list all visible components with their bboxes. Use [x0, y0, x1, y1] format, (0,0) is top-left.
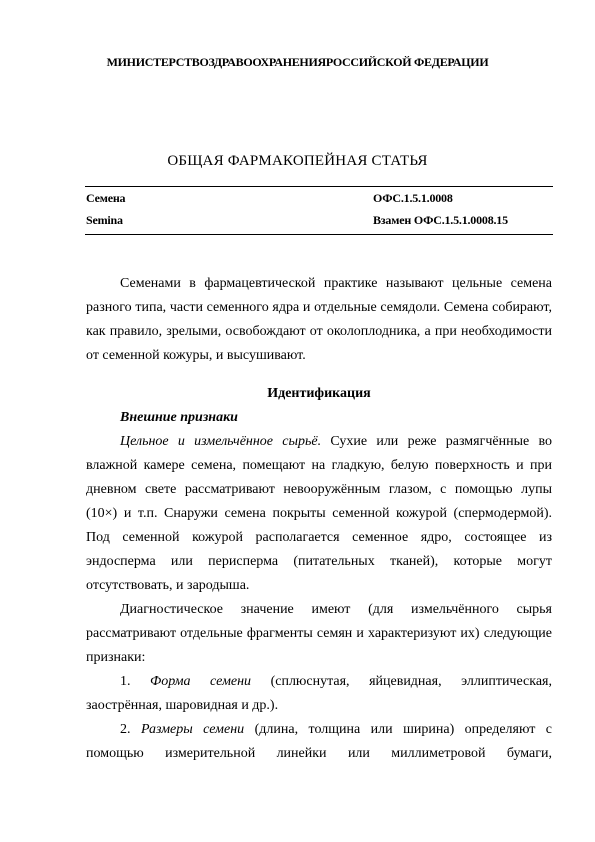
ministry-header: МИНИСТЕРСТВОЗДРАВООХРАНЕНИЯРОССИЙСКОЙ ФЕДЕРАЦИИ	[106, 55, 489, 69]
list-item	[86, 670, 552, 694]
inline-term: Размеры семени	[140, 722, 245, 737]
text-line: признаки:	[86, 650, 146, 665]
article-code: ОФС.1.5.1.0008	[373, 191, 453, 205]
text-fragment: (сплюснутая, яйцевидная, эллиптическая,	[251, 674, 552, 689]
inline-term: Форма семени	[150, 674, 252, 689]
text-line: отсутствовать, и зародыша.	[86, 578, 250, 593]
text-line: Диагностическое значение имеют (для измельчённого сырья	[120, 602, 552, 617]
article-replaces: Взамен ОФС.1.5.1.0008.15	[373, 213, 508, 227]
list-number: 2.	[120, 722, 141, 737]
text-fragment: (длина, толщина или ширина) определяют с	[244, 722, 553, 737]
section-subheading: Внешние признаки	[120, 410, 238, 425]
intro-paragraph	[86, 272, 552, 368]
article-name-ru: Семена	[86, 191, 126, 205]
section-heading: Идентификация	[267, 386, 371, 401]
text-line: помощью измерительной линейки или миллиметровой бумаги,	[86, 746, 552, 761]
inline-term: Цельное и измельчённое сырьё.	[120, 434, 322, 449]
text-line: рассматривают отдельные фрагменты семян и характеризуют их) следующие	[86, 626, 552, 641]
section-identification	[86, 382, 552, 766]
list-item	[86, 718, 552, 742]
text-fragment: Сухие или реже размягчённые во	[321, 434, 552, 449]
text-line: эндосперма или перисперма (питательных тканей), которые могут	[86, 554, 552, 569]
text-line	[86, 430, 552, 454]
text-line: от семенной кожуры, и высушивают.	[86, 348, 306, 363]
document-title: ОБЩАЯ ФАРМАКОПЕЙНАЯ СТАТЬЯ	[167, 153, 428, 169]
list-number: 1.	[120, 674, 151, 689]
text-line: как правило, зрелыми, освобождают от околоплодника, а при необходимости	[86, 324, 552, 339]
top-rule	[85, 186, 553, 187]
text-line: дневном свете рассматривают невооружённым глазом, с помощью лупы	[86, 482, 552, 497]
text-line: заострённая, шаровидная и др.).	[86, 698, 279, 713]
text-line: влажной камере семена, помещают на гладкую, белую поверхность и при	[86, 458, 552, 473]
text-line: (10×) и т.п. Снаружи семена покрыты семенной кожурой (спермодермой).	[86, 506, 552, 521]
text-line: разного типа, части семенного ядра и отдельные семядоли. Семена собирают,	[86, 300, 552, 315]
bottom-rule	[85, 234, 553, 235]
article-name-la: Semina	[86, 213, 123, 227]
text-line: Под семенной кожурой располагается семенное ядро, состоящее из	[86, 530, 552, 545]
text-line: Семенами в фармацевтической практике называют цельные семена	[120, 276, 552, 291]
